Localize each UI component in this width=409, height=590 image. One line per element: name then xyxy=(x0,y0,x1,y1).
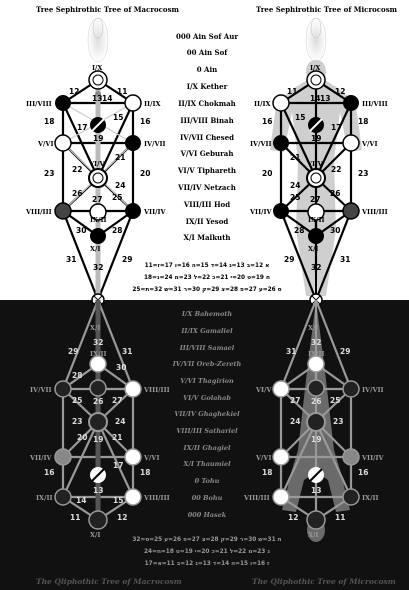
path-number: 23 xyxy=(72,417,83,426)
path-number: 21 xyxy=(115,153,126,162)
path-number: 29 xyxy=(284,255,295,264)
qlipha-entry: II/IX Gamaliel xyxy=(181,327,233,335)
path-number: 18 xyxy=(44,117,55,126)
path-number: 27 xyxy=(290,396,301,405)
path-number: 30 xyxy=(76,226,87,235)
micro-left-mid-label: IV/VII xyxy=(250,140,272,148)
path-number: 28 xyxy=(294,226,305,235)
micro-foundation-label: IX/II xyxy=(308,216,325,224)
path-number: 14 xyxy=(76,496,87,505)
path-number: 14 xyxy=(310,94,321,103)
macro-left-low-label: VIII/III xyxy=(26,208,52,216)
qlipha-entry: X/I Thaumiel xyxy=(183,460,231,468)
sephira-entry: X/I Malkuth xyxy=(183,233,231,242)
path-number: 13 xyxy=(320,94,331,103)
path-number: 27 xyxy=(112,396,123,405)
path-number: 23 xyxy=(333,417,344,426)
path-number: 28 xyxy=(72,371,83,380)
macro-left-upper-label: III/VIII xyxy=(26,100,52,108)
path-number: 11 xyxy=(335,513,346,522)
path-number: 12 xyxy=(69,87,80,96)
path-number: 15 xyxy=(295,113,306,122)
path-number: 11 xyxy=(287,87,298,96)
micro-right-mid-label: V/VI xyxy=(362,140,378,148)
path-number: 16 xyxy=(140,117,151,126)
sephira-entry: 00 Ain Sof xyxy=(186,48,228,57)
sephira-entry: 0 Ain xyxy=(196,65,218,74)
path-number: 30 xyxy=(330,226,341,235)
path-number: 27 xyxy=(310,195,321,204)
micro-lower-left-low-label: VI/V xyxy=(256,386,272,394)
micro-lower-foundation-label: IX/II xyxy=(308,350,325,358)
path-number: 24 xyxy=(115,181,126,190)
path-number: 26 xyxy=(311,397,322,406)
path-number: 19 xyxy=(93,435,104,444)
qlipha-entry: 000 Hasek xyxy=(187,511,227,519)
macro-right-mid-label: IV/VII xyxy=(144,140,166,148)
path-number: 26 xyxy=(72,189,83,198)
macro-right-low-label: VII/IV xyxy=(144,208,166,216)
hebrew-path-line: 32=ת 31=ש 30=ר 29=ק 28=צ 27=פ 26=ע 25=ס xyxy=(132,537,282,543)
hebrew-paths-upper xyxy=(132,263,281,293)
hebrew-path-line: 24=נ 23=מ 22=ל 21=כ 20=י 19=ט 18=ח xyxy=(144,549,270,555)
macro-lower-right-low-label: VIII/III xyxy=(144,386,170,394)
path-number: 21 xyxy=(290,153,301,162)
hebrew-path-line: 17=ז 16=ו 15=ה 14=ד 13=ג 12=ב 11=א xyxy=(144,561,270,567)
path-number: 19 xyxy=(93,134,104,143)
path-number: 22 xyxy=(331,165,342,174)
macro-crown-label: I/X xyxy=(92,64,103,72)
macro-top-title: Tree Sephirothic Tree of Macrocosm xyxy=(36,5,179,14)
path-number: 29 xyxy=(68,347,79,356)
path-number: 17 xyxy=(77,123,88,132)
qlipha-entry: 0 Tohu xyxy=(194,477,220,485)
path-number: 19 xyxy=(311,435,322,444)
path-number: 32 xyxy=(311,338,322,347)
macro-lower-right-mid-label: V/VI xyxy=(144,454,160,462)
qlipha-entry: VII/IV Ghaghekiel xyxy=(174,410,240,418)
path-number: 29 xyxy=(340,347,351,356)
macro-lower-foundation-label: IX/II xyxy=(90,350,107,358)
micro-upper-tree xyxy=(249,18,388,306)
micro-lower-left-bottom-label: VIII/III xyxy=(244,494,270,502)
micro-lower-crown-label: X/I xyxy=(308,531,319,539)
path-number: 29 xyxy=(122,255,133,264)
path-number: 31 xyxy=(66,255,77,264)
macro-lower-left-bottom-label: IX/II xyxy=(36,494,53,502)
macro-center-label: VI/V xyxy=(89,160,105,168)
micro-top-title: Tree Sephirothic Tree of Microcosm xyxy=(256,5,398,14)
micro-right-upper-label: III/VIII xyxy=(362,100,388,108)
path-number: 18 xyxy=(140,468,151,477)
path-number: 12 xyxy=(335,87,346,96)
path-number: 23 xyxy=(44,169,55,178)
sephira-entry: IV/VII Chesed xyxy=(179,133,235,142)
path-number: 20 xyxy=(140,169,151,178)
micro-left-low-label: VII/IV xyxy=(250,208,272,216)
micro-lower-right-low-label: IV/VII xyxy=(362,386,384,394)
sephira-entry: IX/II Yesod xyxy=(185,217,229,226)
macro-lower-right-bottom-label: VIII/III xyxy=(144,494,170,502)
path-number: 14 xyxy=(102,94,113,103)
micro-lower-top-label: X/I xyxy=(308,324,319,332)
sephira-entry: 000 Ain Sof Aur xyxy=(175,32,239,41)
qlipha-entry: I/X Bahemoth xyxy=(181,310,233,318)
hebrew-paths-lower xyxy=(132,537,281,567)
micro-crown-label: I/X xyxy=(310,64,321,72)
micro-center-label: VI/V xyxy=(307,160,323,168)
path-number: 32 xyxy=(311,263,322,272)
sephira-entry: V/VI Geburah xyxy=(180,149,234,158)
macro-bottom-title: The Qliphothic Tree of Macrocosm xyxy=(36,577,182,586)
micro-kingdom-label: X/I xyxy=(308,245,319,253)
hebrew-path-line: 11=א 12=ב 13=ג 14=ד 15=ה 16=ו 17=ז xyxy=(144,263,270,269)
path-number: 16 xyxy=(358,468,369,477)
path-number: 15 xyxy=(113,496,124,505)
macro-left-mid-label: V/VI xyxy=(38,140,54,148)
micro-lower-left-mid-label: V/VI xyxy=(256,454,272,462)
path-number: 18 xyxy=(358,117,369,126)
macro-lower-left-mid-label: VII/IV xyxy=(30,454,52,462)
micro-right-low-label: VIII/III xyxy=(362,208,388,216)
path-number: 31 xyxy=(286,347,297,356)
path-number: 31 xyxy=(340,255,351,264)
path-number: 15 xyxy=(113,113,124,122)
qlipha-entry: VI/V Golahab xyxy=(183,394,231,402)
path-number: 26 xyxy=(330,189,341,198)
path-number: 25 xyxy=(112,193,123,202)
sephiroth-list xyxy=(176,32,238,242)
path-number: 24 xyxy=(115,417,126,426)
path-number: 13 xyxy=(92,94,103,103)
sephira-entry: I/X Kether xyxy=(186,82,228,91)
path-number: 31 xyxy=(122,347,133,356)
macro-right-upper-label: II/IX xyxy=(144,100,161,108)
macro-lower-top-label: X/I xyxy=(90,324,101,332)
path-number: 27 xyxy=(92,195,103,204)
sephira-entry: VII/IV Netzach xyxy=(178,183,236,192)
micro-lower-right-mid-label: VII/IV xyxy=(362,454,384,462)
path-number: 16 xyxy=(262,117,273,126)
path-number: 21 xyxy=(112,433,123,442)
path-number: 24 xyxy=(290,417,301,426)
macro-lower-left-low-label: IV/VII xyxy=(30,386,52,394)
path-number: 20 xyxy=(262,169,273,178)
path-number: 30 xyxy=(116,363,127,372)
path-number: 26 xyxy=(93,397,104,406)
path-number: 20 xyxy=(77,433,88,442)
sephira-entry: VIII/III Hod xyxy=(183,200,231,209)
path-number: 12 xyxy=(288,513,299,522)
path-number: 24 xyxy=(290,181,301,190)
path-number: 22 xyxy=(72,165,83,174)
path-number: 32 xyxy=(93,338,104,347)
path-number: 25 xyxy=(290,193,301,202)
micro-lower-right-bottom-label: IX/II xyxy=(362,494,379,502)
path-number: 17 xyxy=(331,123,342,132)
path-number: 11 xyxy=(117,87,128,96)
path-number: 19 xyxy=(311,134,322,143)
hebrew-path-line: 18=ח 19=ט 20=י 21=כ 22=ל 23=מ 24=נ xyxy=(144,275,270,281)
path-number: 13 xyxy=(93,486,104,495)
path-number: 12 xyxy=(117,513,128,522)
hebrew-path-line: 25=ס 26=ע 27=פ 28=צ 29=ק 30=ר 31=ש 32=ת xyxy=(132,287,282,293)
macro-kingdom-label: X/I xyxy=(90,245,101,253)
sephira-entry: VI/V Tiphareth xyxy=(178,166,236,175)
qlipha-entry: V/VI Thagirion xyxy=(180,377,234,385)
path-number: 16 xyxy=(44,468,55,477)
macro-lower-crown-label: X/I xyxy=(90,531,101,539)
sephira-entry: III/VIII Binah xyxy=(180,116,234,125)
micro-bottom-title: The Qliphothic Tree of Microcosm xyxy=(252,577,396,586)
qlipha-entry: VIII/III Sathariel xyxy=(176,427,238,435)
qlipha-entry: IX/II Ghagiel xyxy=(183,444,231,452)
path-number: 18 xyxy=(262,468,273,477)
path-number: 17 xyxy=(113,461,124,470)
micro-left-upper-label: II/IX xyxy=(254,100,271,108)
path-number: 13 xyxy=(311,486,322,495)
path-number: 25 xyxy=(72,396,83,405)
path-number: 28 xyxy=(112,226,123,235)
macro-foundation-label: IX/II xyxy=(90,216,107,224)
path-number: 25 xyxy=(330,396,341,405)
path-number: 32 xyxy=(93,263,104,272)
sephira-entry: II/IX Chokmah xyxy=(178,99,236,108)
path-number: 23 xyxy=(358,169,369,178)
qlipha-entry: IV/VII Oreb-Zereth xyxy=(172,360,242,368)
qlipha-entry: 00 Bohu xyxy=(191,494,223,502)
path-number: 11 xyxy=(70,513,81,522)
qlipha-entry: III/VIII Samael xyxy=(179,344,235,352)
